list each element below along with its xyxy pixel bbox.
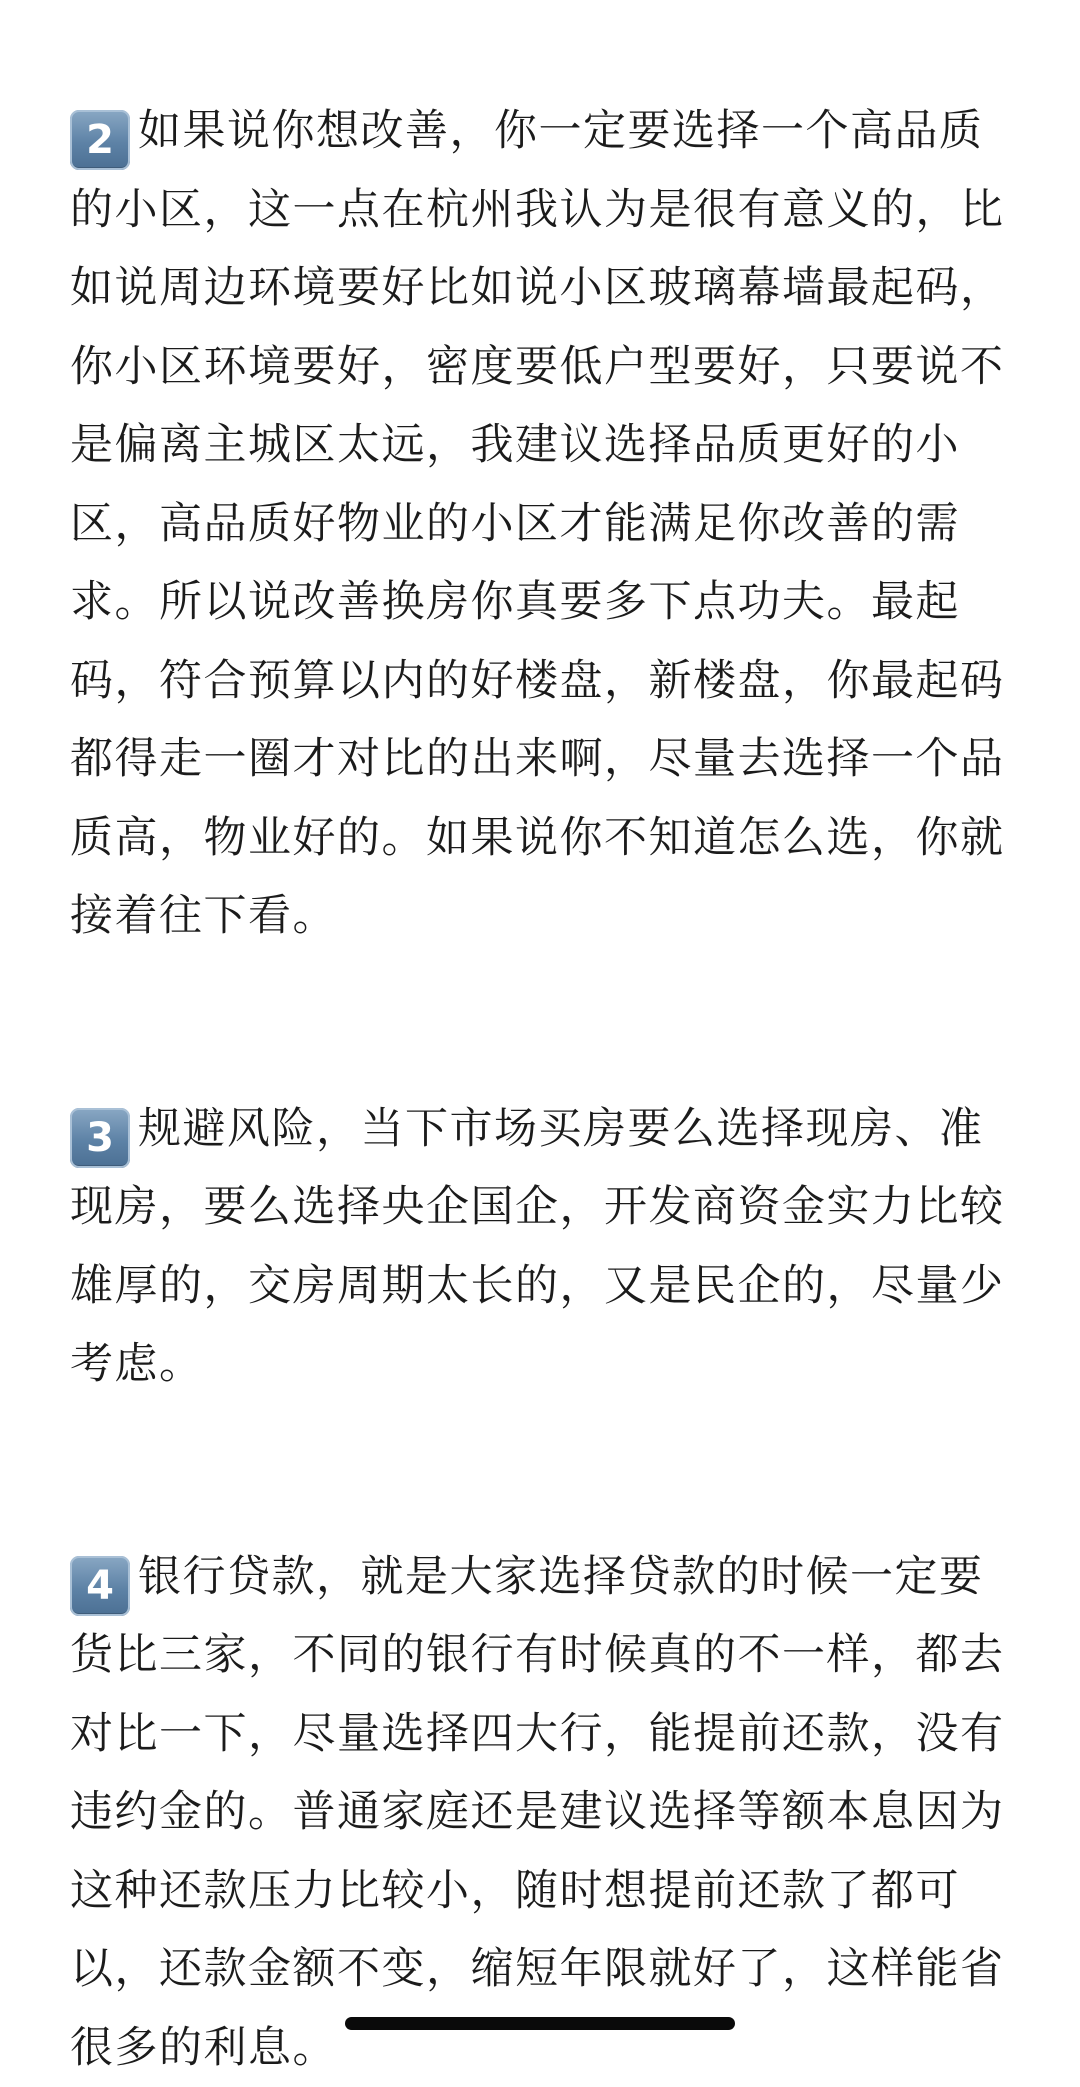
keycap-two-icon: 2	[70, 110, 130, 170]
article-body	[70, 92, 1020, 2087]
paragraph-2	[70, 92, 1020, 956]
paragraph-2-text: 如果说你想改善，你一定要选择一个高品质的小区，这一点在杭州我认为是很有意义的，比如说周边环境要好比如说小区玻璃幕墙最起码，你小区环境要好，密度要低户型要好，只要说不是偏离主城区太远，我建议选择品质更好的小区，高品质好物业的小区才能满足你改善的需求。所以说改善换房你真要多下点功夫。最起码，符合预算以内的好楼盘，新楼盘，你最起码都得走一圈才对比的出来啊，尽量去选择一个品质高，物业好的。如果说你不知道怎么选，你就接着往下看。	[70, 106, 1005, 941]
home-indicator[interactable]	[345, 2017, 735, 2030]
paragraph-4-text: 银行贷款，就是大家选择贷款的时候一定要货比三家，不同的银行有时候真的不一样，都去对比一下，尽量选择四大行，能提前还款，没有违约金的。普通家庭还是建议选择等额本息因为这种还款压力比较小，随时想提前还款了都可以，还款金额不变，缩短年限就好了，这样能省很多的利息。	[70, 1552, 1005, 2073]
paragraph-3	[70, 1090, 1020, 1404]
paragraph-3-text: 规避风险，当下市场买房要么选择现房、准现房，要么选择央企国企，开发商资金实力比较雄厚的，交房周期太长的，又是民企的，尽量少考虑。	[70, 1104, 1005, 1390]
keycap-three-icon: 3	[70, 1108, 130, 1168]
keycap-four-icon: 4	[70, 1556, 130, 1616]
paragraph-4	[70, 1538, 1020, 2087]
